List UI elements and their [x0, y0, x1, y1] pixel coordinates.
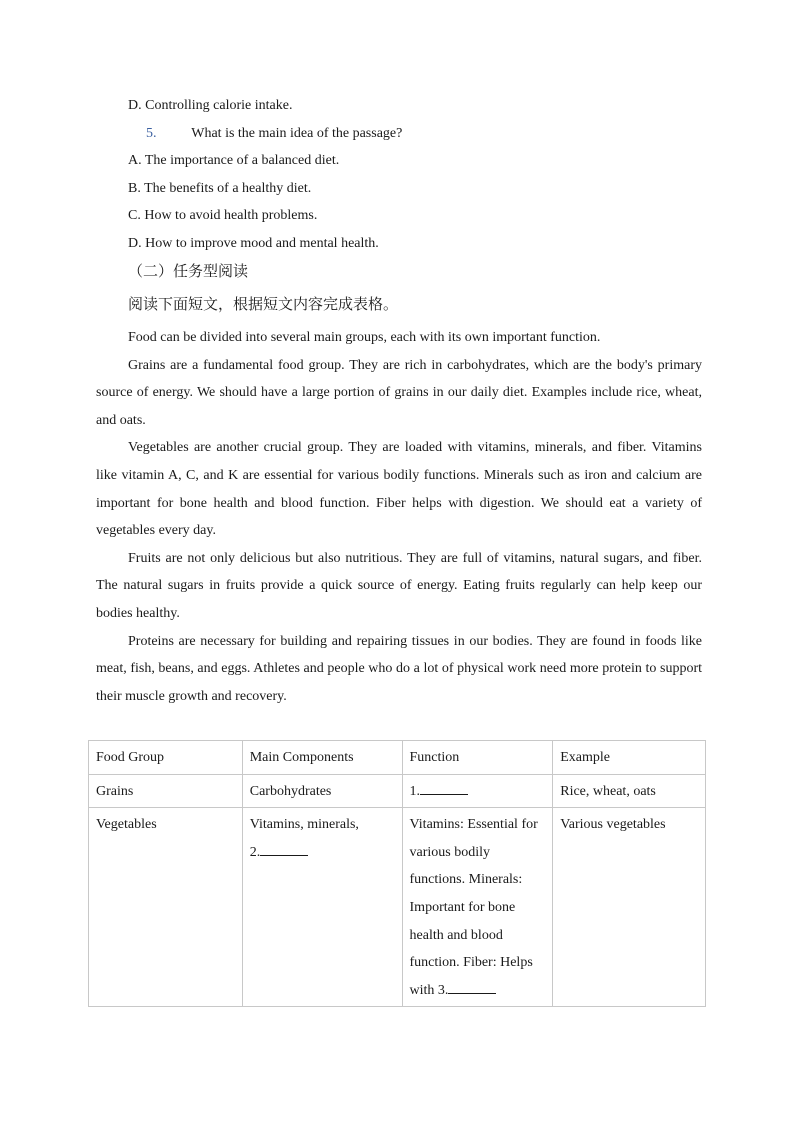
cell-function: [402, 774, 553, 808]
food-group-table: [88, 740, 706, 1007]
function-text: Vitamins: Essential for various bodily functions. Minerals: Important for bone health and blood function. Fiber: Helps with: [409, 817, 538, 998]
passage-paragraph: Food can be divided into several main groups, each with its own important function.: [128, 330, 601, 345]
q4-option-d: D. Controlling calorie intake.: [128, 98, 293, 113]
table-row: [89, 808, 706, 1007]
header-food-group: Food Group: [89, 741, 243, 775]
answer-blank[interactable]: [260, 841, 308, 856]
answer-blank[interactable]: [448, 979, 496, 994]
section-title: （二）任务型阅读: [128, 262, 249, 280]
passage-paragraph: Vegetables are another crucial group. They are loaded with vitamins, minerals, and fiber. Vitamins like vitamin A, C, and K are essential for various bodily functions. Minerals such as iron and calcium are important for bone health and blood function. Fiber helps with digestion. We should eat a variety of vegetables every day.: [96, 440, 702, 539]
components-text: Vitamins, minerals,: [249, 817, 359, 833]
blank-number: 3.: [437, 982, 449, 998]
cell-group: Vegetables: [89, 808, 243, 1007]
q5-stem-line: [146, 125, 402, 143]
instruction: 阅读下面短文，根据短文内容完成表格。: [128, 295, 399, 313]
passage-paragraph: Proteins are necessary for building and repairing tissues in our bodies. They are found in foods like meat, fish, beans, and eggs. Athletes and people who do a lot of physical work need more protein to support their muscle growth and recovery.: [96, 633, 702, 704]
q5-option-c: C. How to avoid health problems.: [128, 208, 318, 223]
q5-option-d: D. How to improve mood and mental health.: [128, 236, 379, 251]
passage-paragraph: Fruits are not only delicious but also nutritious. They are full of vitamins, natural sugars, and fiber. The natural sugars in fruits provide a quick source of energy. Eating fruits regularly can help keep our bodies healthy.: [96, 550, 702, 621]
cell-function: [402, 808, 553, 1007]
passage: [96, 324, 702, 710]
table-header-row: [89, 741, 706, 775]
q5-option-b: B. The benefits of a healthy diet.: [128, 181, 312, 196]
q5-stem: What is the main idea of the passage?: [191, 126, 403, 141]
table-row: [89, 774, 706, 808]
cell-components: [242, 808, 402, 1007]
header-function: Function: [402, 741, 553, 775]
cell-components: Carbohydrates: [242, 774, 402, 808]
q5-number: 5.: [146, 126, 157, 141]
blank-number: 2.: [249, 844, 261, 860]
answer-blank[interactable]: [420, 780, 468, 795]
cell-group: Grains: [89, 774, 243, 808]
blank-number: 1.: [409, 783, 421, 799]
header-main-components: Main Components: [242, 741, 402, 775]
header-example: Example: [553, 741, 706, 775]
cell-example: Various vegetables: [553, 808, 706, 1007]
passage-paragraph: Grains are a fundamental food group. They are rich in carbohydrates, which are the body's primary source of energy. We should have a large portion of grains in our daily diet. Examples include rice, wheat, and oats.: [96, 357, 702, 428]
cell-example: Rice, wheat, oats: [553, 774, 706, 808]
q5-option-a: A. The importance of a balanced diet.: [128, 153, 340, 168]
